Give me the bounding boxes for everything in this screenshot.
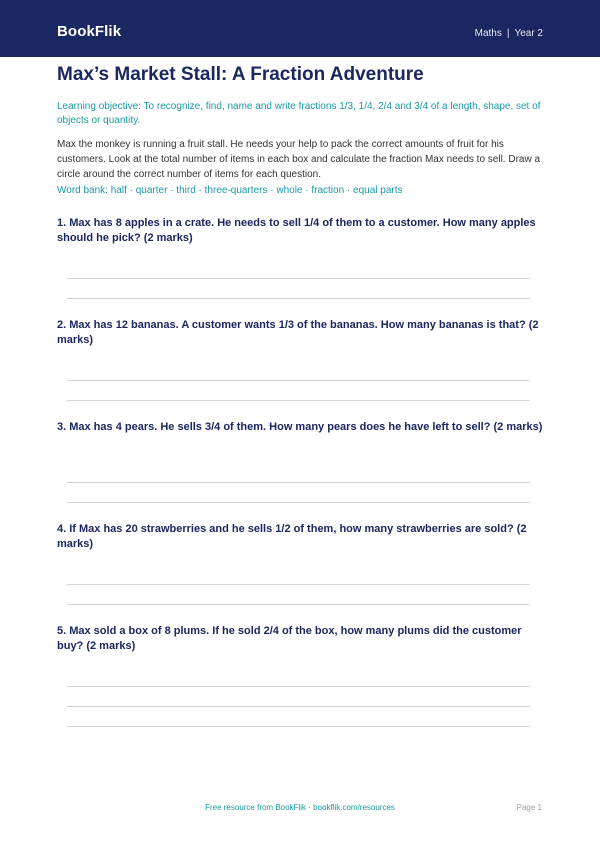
answer-line-2b[interactable] xyxy=(67,400,530,401)
answer-line-2a[interactable] xyxy=(67,380,530,381)
answer-line-3a[interactable] xyxy=(67,482,530,483)
answer-line-1b[interactable] xyxy=(67,298,530,299)
answer-line-5c[interactable] xyxy=(67,726,530,727)
question-3: 3. Max has 4 pears. He sells 3/4 of them. How many pears does he have left to sell? (2 marks) xyxy=(57,421,543,433)
answer-line-5a[interactable] xyxy=(67,686,530,687)
question-1: 1. Max has 8 apples in a crate. He needs to sell 1/4 of them to a customer. How many apples should he pick? (2 marks) xyxy=(57,217,536,244)
separator: | xyxy=(506,28,510,39)
answer-line-4b[interactable] xyxy=(67,604,530,605)
subject-label xyxy=(475,28,543,39)
page-title: Max’s Market Stall: A Fraction Adventure xyxy=(57,64,424,85)
question-4: 4. If Max has 20 strawberries and he sells 1/2 of them, how many strawberries are sold? (2 marks) xyxy=(57,523,527,550)
year-label: Year 2 xyxy=(514,28,543,39)
question-2: 2. Max has 12 bananas. A customer wants 1/3 of the bananas. How many bananas is that? (2 marks) xyxy=(57,319,539,346)
subject-name: Maths xyxy=(474,28,502,39)
answer-line-4a[interactable] xyxy=(67,584,530,585)
footer-text[interactable]: Free resource from BookFlik · bookflik.com/resources xyxy=(205,803,395,812)
brand-logo[interactable]: BookFlik xyxy=(57,23,122,40)
answer-line-1a[interactable] xyxy=(67,278,530,279)
word-bank: Word bank: half · quarter · third · three-quarters · whole · fraction · equal parts xyxy=(57,185,403,196)
page-number: Page 1 xyxy=(516,803,542,812)
answer-line-5b[interactable] xyxy=(67,706,530,707)
learning-objective: Learning objective: To recognize, find, name and write fractions 1/3, 1/4, 2/4 and 3/4 of a length, shape, set of objects or quantity. xyxy=(57,101,541,126)
header-bar xyxy=(0,0,600,57)
intro-paragraph: Max the monkey is running a fruit stall. He needs your help to pack the correct amounts of fruit for his customers. Look at the total number of items in each box and calculate the fraction Max needs to sell. Draw a circle around the correct number of items for each question. xyxy=(57,139,541,180)
question-5: 5. Max sold a box of 8 plums. If he sold 2/4 of the box, how many plums did the customer buy? (2 marks) xyxy=(57,625,522,652)
answer-line-3b[interactable] xyxy=(67,502,530,503)
